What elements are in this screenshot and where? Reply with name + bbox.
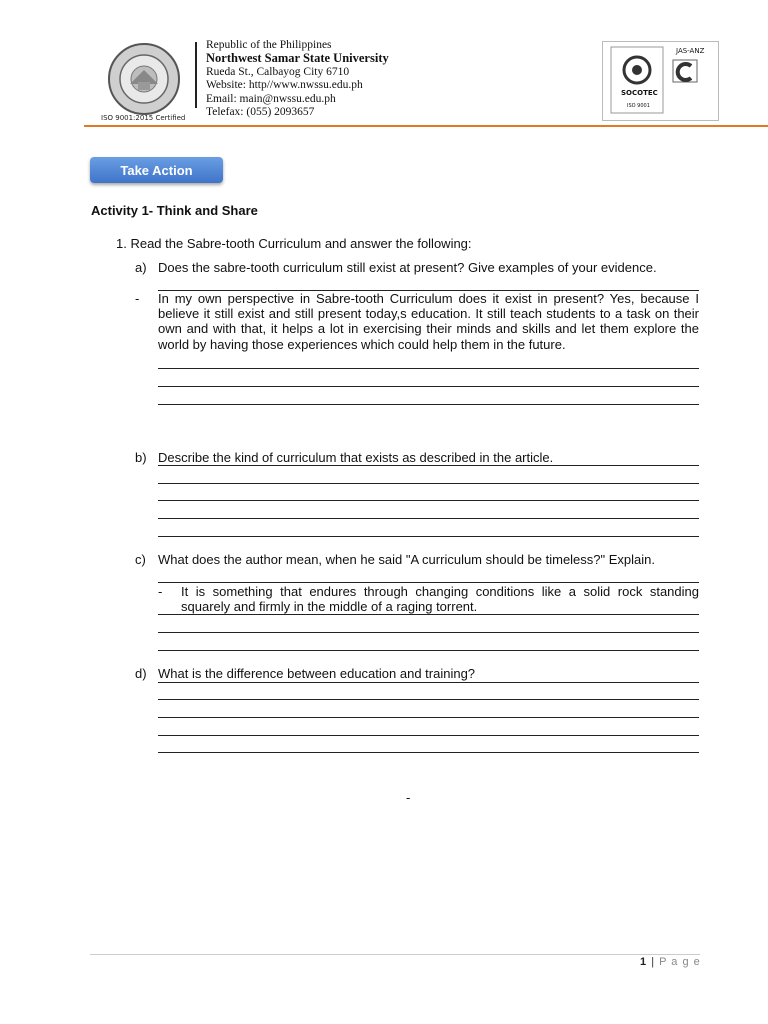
answer-line [158,717,699,718]
answer-a-dash: - [135,291,140,306]
page-separator: | [651,956,656,968]
answer-c-dash: - [158,584,163,599]
activity-title: Activity 1- Think and Share [91,203,258,218]
answer-line [158,752,699,753]
page-number [640,956,701,968]
header-divider [195,42,197,108]
question-b-letter: b) [135,450,147,465]
university-name: Northwest Samar State University [206,51,389,66]
question-a-text: Does the sabre-tooth curriculum still exist at present? Give examples of your evidence. [158,260,657,275]
header-orange-rule [84,125,768,127]
answer-line [158,614,699,615]
footer-rule [90,954,700,955]
page-label: P a g e [659,956,701,968]
answer-line [158,483,699,484]
socotec-label: SOCOTEC [621,89,658,97]
answer-line [158,386,699,387]
republic-text: Republic of the Philippines [206,39,332,51]
iso-certified-text: ISO 9001:2015 Certified [101,114,186,122]
certification-logos [602,41,719,121]
iso9001-label: ISO 9001 [627,103,650,109]
jasanz-label: JAS-ANZ [676,47,705,55]
university-seal-logo [100,42,188,116]
answer-line [158,536,699,537]
question-d-letter: d) [135,666,147,681]
address-text: Rueda St., Calbayog City 6710 [206,65,350,78]
question-a-letter: a) [135,260,147,275]
page-number-value: 1 [640,956,648,968]
answer-line [158,699,699,700]
answer-c-text: It is something that endures through changing conditions like a solid rock standing squarely and firmly in the middle of a raging torrent. [181,584,699,615]
answer-line [158,632,699,633]
answer-line [158,735,699,736]
answer-line [158,404,699,405]
telefax-text: Telefax: (055) 2093657 [206,106,315,119]
question-d-text: What is the difference between education and training? [158,666,476,681]
question-c-text: What does the author mean, when he said "A curriculum should be timeless?" Explain. [158,552,655,567]
answer-line [158,500,699,501]
answer-line [158,650,699,651]
answer-line [158,465,699,466]
question-c-letter: c) [135,552,146,567]
university-info [206,39,389,119]
answer-a-text: In my own perspective in Sabre-tooth Curriculum does it exist in present? Yes, because I believe it still exist and still present today,s education. It still teach students to a task on their own and with that, it helps a lot in exercising their minds and skills and let them explore the world by having those experiences which could help them in the future. [158,291,699,352]
question-intro: 1. Read the Sabre-tooth Curriculum and answer the following: [116,236,472,251]
take-action-button[interactable]: Take Action [90,157,223,183]
email-text: Email: main@nwssu.edu.ph [206,92,336,105]
answer-line [158,582,699,583]
answer-line [158,368,699,369]
website-text: Website: http//www.nwssu.edu.ph [206,79,363,92]
stray-dash-mark: - [406,790,411,805]
question-b-text: Describe the kind of curriculum that exists as described in the article. [158,450,554,465]
answer-line [158,518,699,519]
answer-line [158,682,699,683]
